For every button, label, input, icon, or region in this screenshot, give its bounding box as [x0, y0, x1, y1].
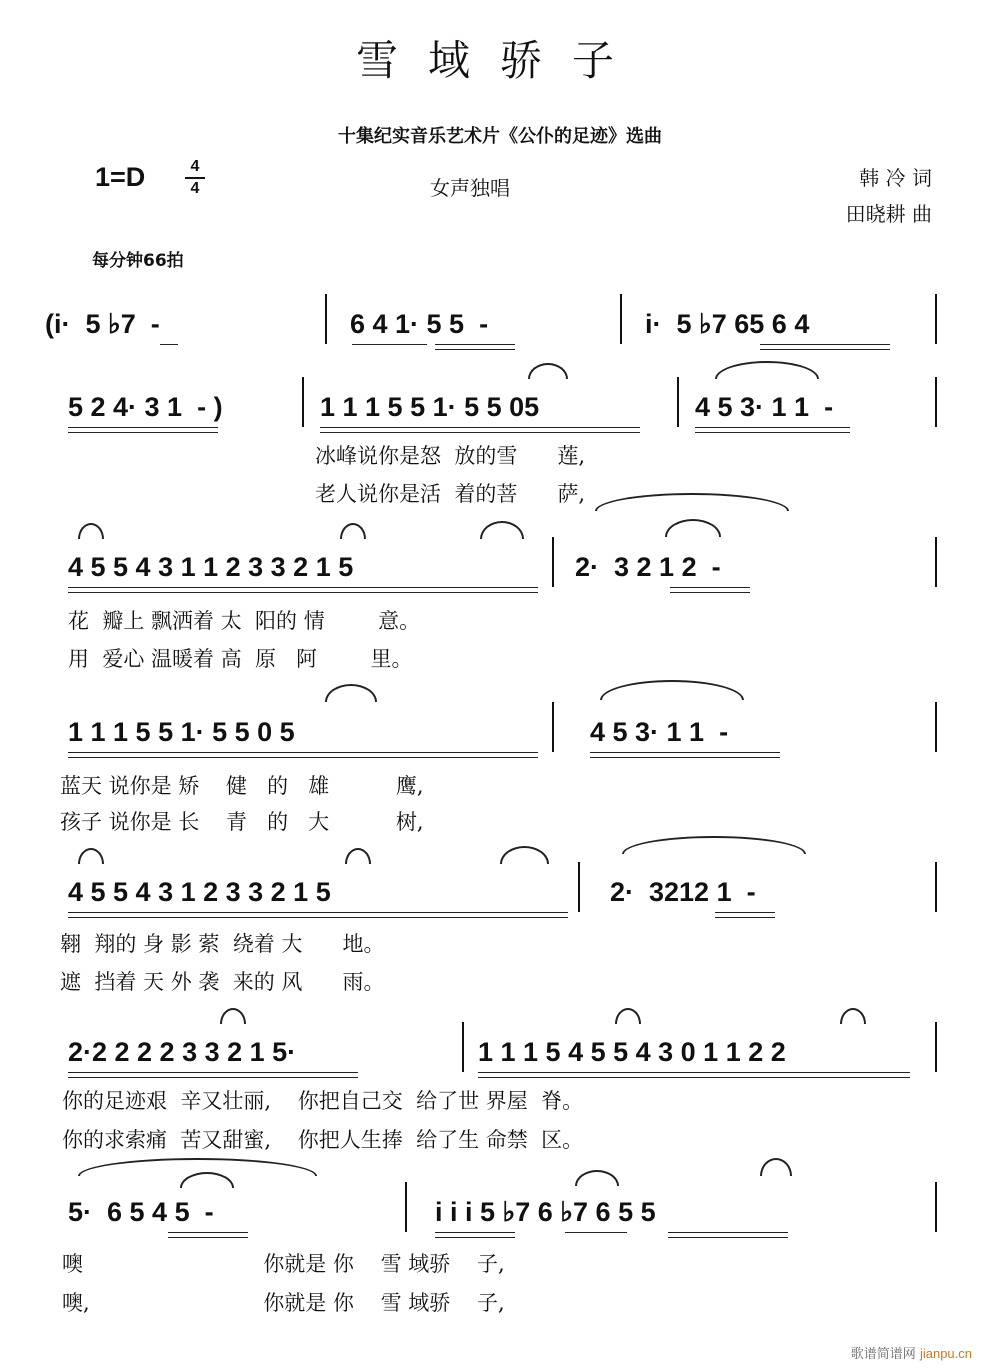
barline: [325, 294, 327, 344]
phrase-slur: [622, 836, 806, 854]
score-line-3: [40, 543, 940, 583]
lyrics-verse-2: 用 爱心 温暖着 高 原 阿 里。: [68, 647, 413, 671]
barline: [677, 377, 679, 427]
meter-bottom: 4: [190, 180, 200, 197]
barline: [462, 1022, 464, 1072]
barline: [578, 862, 580, 912]
barline: [552, 702, 554, 752]
slur: [325, 684, 377, 702]
barline: [935, 862, 937, 912]
barline: [935, 702, 937, 752]
measure: 5 2 4· 3 1 - ): [68, 392, 223, 422]
underline: [670, 587, 750, 593]
credits: [846, 160, 932, 232]
underline: [68, 1072, 358, 1078]
underline: [435, 344, 515, 350]
measure: 4 5 5 4 3 1 1 2 3 3 2 1 5: [68, 552, 354, 582]
underline: [435, 1232, 515, 1238]
lyrics-verse-1: 翱 翔的 身 影 萦 绕着 大 地。: [60, 932, 385, 956]
score-line-4: [40, 708, 940, 748]
underline: [160, 344, 178, 345]
lyrics-verse-1: 蓝天 说你是 矫 健 的 雄 鹰,: [60, 774, 424, 798]
barline: [405, 1182, 407, 1232]
measure: (i· 5 ♭7 -: [45, 309, 160, 339]
barline: [935, 294, 937, 344]
lyrics-verse-2: 老人说你是活 着的菩 萨,: [315, 482, 586, 506]
slur: [760, 1158, 792, 1176]
score-line-6: [40, 1028, 940, 1068]
lyrics-verse-2: 遮 挡着 天 外 袭 来的 风 雨。: [60, 970, 385, 994]
lyrics-verse-2: 噢, 你就是 你 雪 域骄 子,: [62, 1291, 505, 1315]
measure: 1 1 1 5 5 1· 5 5 0 5: [68, 717, 295, 747]
underline: [68, 427, 218, 433]
slur: [665, 519, 721, 537]
measure: i i i 5 ♭7 6 ♭7 6 5 5: [435, 1197, 656, 1227]
measure: 1 1 1 5 5 1· 5 5 05: [320, 392, 540, 422]
composer: 田晓耕 曲: [845, 202, 932, 226]
barline: [935, 377, 937, 427]
score-line-5: [40, 868, 940, 908]
phrase-slur: [595, 493, 789, 511]
measure: 4 5 5 4 3 1 2 3 3 2 1 5: [68, 877, 331, 907]
lyrics-verse-1: 你的足迹艰 辛又壮丽, 你把自己交 给了世 界屋 脊。: [62, 1089, 584, 1113]
watermark-site: jianpu.cn: [919, 1346, 972, 1361]
underline: [760, 344, 890, 350]
slur: [840, 1008, 866, 1024]
meter-top: 4: [190, 158, 200, 175]
underline: [565, 1232, 627, 1233]
measure: 5· 6 5 4 5 -: [68, 1197, 214, 1227]
slur: [528, 363, 568, 379]
slur: [480, 521, 524, 539]
measure: 2· 3212 1 -: [610, 877, 756, 907]
slur: [600, 680, 744, 700]
measure: 2·2 2 2 2 3 3 2 1 5·: [68, 1037, 297, 1067]
measure: 4 5 3· 1 1 -: [590, 717, 729, 747]
underline: [352, 344, 427, 345]
slur: [340, 523, 366, 539]
underline: [715, 912, 775, 918]
score-line-2: [40, 383, 940, 423]
lyrics-verse-2: 孩子 说你是 长 青 的 大 树,: [60, 810, 424, 834]
watermark-cn: 歌谱简谱网: [850, 1347, 916, 1362]
underline: [478, 1072, 910, 1078]
barline: [552, 537, 554, 587]
slur: [78, 848, 104, 864]
barline: [935, 537, 937, 587]
lyricist: 韩 冷 词: [859, 166, 932, 190]
underline: [590, 752, 780, 758]
song-title: 雪域骄子: [355, 36, 644, 85]
barline: [620, 294, 622, 344]
performance-type: 女声独唱: [430, 176, 510, 200]
barline: [935, 1182, 937, 1232]
slur: [345, 848, 371, 864]
underline: [320, 427, 640, 433]
slur: [220, 1008, 246, 1024]
measure: i· 5 ♭7 65 6 4: [645, 309, 810, 339]
slur: [615, 1008, 641, 1024]
watermark: [851, 1343, 972, 1362]
lyrics-verse-1: 冰峰说你是怒 放的雪 莲,: [315, 444, 586, 468]
barline: [302, 377, 304, 427]
measure: 1 1 1 5 4 5 5 4 3 0 1 1 2 2: [478, 1037, 786, 1067]
barline: [935, 1022, 937, 1072]
tempo-marking: 每分钟66拍: [92, 251, 184, 271]
underline: [68, 912, 568, 918]
underline: [68, 752, 538, 758]
measure: 2· 3 2 1 2 -: [575, 552, 721, 582]
underline: [695, 427, 850, 433]
slur: [575, 1170, 619, 1186]
score-line-7: [40, 1188, 940, 1228]
slur: [78, 523, 104, 539]
time-signature: [185, 158, 205, 198]
underline: [168, 1232, 248, 1238]
slur: [500, 846, 549, 864]
key-signature: 1=D: [95, 162, 146, 192]
underline: [68, 587, 538, 593]
lyrics-verse-2: 你的求索痛 苦又甜蜜, 你把人生捧 给了生 命禁 区。: [62, 1128, 584, 1152]
measure: 4 5 3· 1 1 -: [695, 392, 834, 422]
lyrics-verse-1: 噢 你就是 你 雪 域骄 子,: [62, 1252, 505, 1276]
underline: [668, 1232, 788, 1238]
slur: [715, 361, 819, 379]
measure: 6 4 1· 5 5 -: [350, 309, 489, 339]
score-line-1: [40, 300, 940, 340]
song-subtitle: 十集纪实音乐艺术片《公仆的足迹》选曲: [338, 126, 662, 147]
lyrics-verse-1: 花 瓣上 飘洒着 太 阳的 情 意。: [68, 609, 421, 633]
